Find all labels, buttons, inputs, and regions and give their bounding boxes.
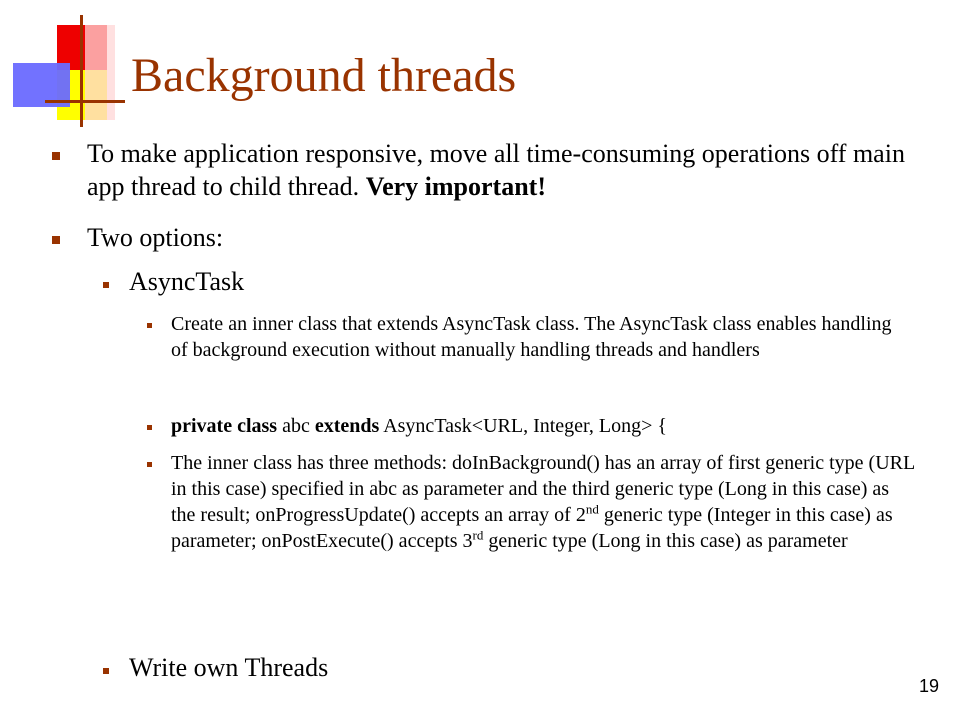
keyword-private-class: private class: [171, 415, 278, 437]
class-name-text: abc: [277, 415, 315, 437]
option-write-own-threads: Write own Threads: [129, 653, 329, 682]
bullet-square-icon: [103, 668, 109, 674]
methods-text-part1: The inner class has three methods: doInBackground() has an array of first generic type (URL in this case) specified in abc as parameter and the third generic type (Long in this case) as the result; onProgressUpdate() accepts an array of 2: [171, 452, 915, 526]
detail-class-declaration: [171, 413, 911, 439]
page-number: 19: [918, 676, 939, 696]
detail-three-methods: [171, 450, 916, 554]
bullet-square-icon: [147, 425, 152, 430]
logo-vertical-line: [80, 15, 83, 127]
logo-pink-square: [85, 25, 115, 120]
decorative-squares-logo: [0, 0, 130, 130]
bullet-two-options: Two options:: [87, 223, 224, 252]
bullet-responsive: [87, 137, 922, 203]
superscript-rd: rd: [472, 527, 484, 543]
methods-text-part3: generic type (Long in this case) as parameter: [483, 530, 848, 552]
superscript-nd: nd: [585, 501, 599, 517]
option-asynctask: AsyncTask: [129, 267, 245, 296]
bullet-square-icon: [52, 152, 60, 160]
bullet-square-icon: [147, 462, 152, 467]
logo-horizontal-line: [45, 100, 125, 103]
bullet-square-icon: [52, 236, 60, 244]
keyword-extends: extends: [314, 415, 380, 437]
bullet-responsive-emphasis: Very important!: [365, 172, 546, 201]
slide-title: Background threads: [131, 49, 517, 102]
detail-inner-class: Create an inner class that extends AsyncTask class. The AsyncTask class enables handling of background execution without manually handling threads and handlers: [171, 313, 892, 361]
bullet-square-icon: [147, 323, 152, 328]
bullet-square-icon: [103, 282, 109, 288]
bullet-responsive-text: To make application responsive, move all time-consuming operations off main app thread to child thread.: [87, 139, 905, 201]
superclass-text: AsyncTask<URL, Integer, Long> {: [379, 415, 667, 437]
methods-text-part2: generic type (Integer in this case) as parameter; onPostExecute() accepts 3: [171, 504, 893, 552]
